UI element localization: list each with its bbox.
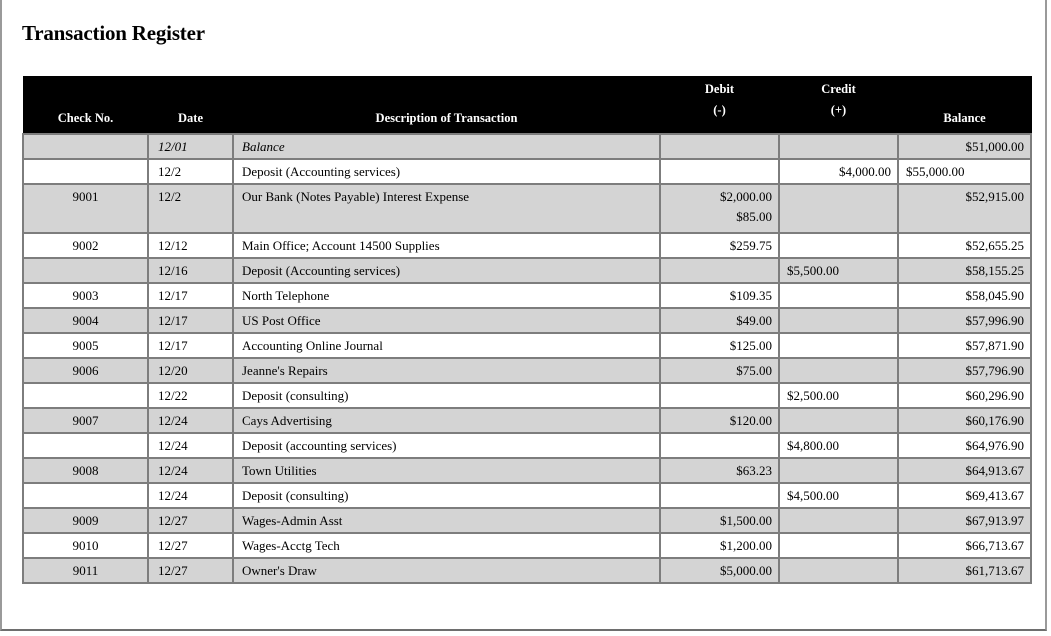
cell-balance: $57,996.90 [898,308,1031,333]
cell-check-no: 9009 [23,508,148,533]
cell-balance: $64,913.67 [898,458,1031,483]
table-row [23,558,1031,583]
cell-balance: $67,913.97 [898,508,1031,533]
cell-debit: $49.00 [660,308,779,333]
cell-credit: $4,800.00 [779,433,898,458]
cell-credit [779,508,898,533]
cell-debit: $5,000.00 [660,558,779,583]
header-credit [779,77,898,135]
cell-balance: $60,296.90 [898,383,1031,408]
cell-credit [779,184,898,233]
cell-balance: $61,713.67 [898,558,1031,583]
cell-balance: $60,176.90 [898,408,1031,433]
table-row [23,258,1031,283]
cell-date: 12/17 [148,283,233,308]
cell-check-no [23,134,148,159]
table-row [23,533,1031,558]
table-row [23,458,1031,483]
cell-date: 12/01 [148,134,233,159]
cell-description: Deposit (Accounting services) [233,159,660,184]
table-row [23,508,1031,533]
cell-credit [779,308,898,333]
cell-check-no [23,433,148,458]
cell-balance: $52,915.00 [898,184,1031,233]
header-credit-label: Credit [821,82,856,96]
cell-description: Balance [233,134,660,159]
cell-description: Deposit (consulting) [233,483,660,508]
cell-check-no: 9007 [23,408,148,433]
cell-date: 12/16 [148,258,233,283]
cell-date: 12/17 [148,333,233,358]
cell-description: Main Office; Account 14500 Supplies [233,233,660,258]
cell-check-no: 9002 [23,233,148,258]
cell-credit [779,233,898,258]
cell-check-no: 9006 [23,358,148,383]
header-date: Date [148,77,233,135]
cell-description: Accounting Online Journal [233,333,660,358]
cell-date: 12/27 [148,533,233,558]
table-row [23,233,1031,258]
cell-credit [779,358,898,383]
cell-credit [779,333,898,358]
cell-debit [660,258,779,283]
cell-debit: $259.75 [660,233,779,258]
cell-balance: $52,655.25 [898,233,1031,258]
cell-check-no: 9005 [23,333,148,358]
cell-description: Town Utilities [233,458,660,483]
cell-credit [779,533,898,558]
cell-debit: $63.23 [660,458,779,483]
table-row [23,333,1031,358]
cell-debit [660,159,779,184]
cell-description: Cays Advertising [233,408,660,433]
page-title: Transaction Register [22,21,205,45]
table-row [23,408,1031,433]
cell-balance: $57,796.90 [898,358,1031,383]
cell-date: 12/24 [148,408,233,433]
cell-check-no: 9001 [23,184,148,233]
cell-check-no: 9004 [23,308,148,333]
cell-check-no [23,383,148,408]
cell-debit [660,383,779,408]
cell-balance: $64,976.90 [898,433,1031,458]
cell-credit [779,283,898,308]
header-credit-sign: (+) [830,103,847,117]
cell-date: 12/24 [148,433,233,458]
cell-description: Deposit (Accounting services) [233,258,660,283]
cell-debit [660,433,779,458]
cell-check-no: 9003 [23,283,148,308]
cell-date: 12/12 [148,233,233,258]
cell-date: 12/24 [148,458,233,483]
cell-check-no: 9008 [23,458,148,483]
cell-description: US Post Office [233,308,660,333]
cell-debit: $1,200.00 [660,533,779,558]
cell-debit: $1,500.00 [660,508,779,533]
cell-description: Deposit (accounting services) [233,433,660,458]
header-check-no: Check No. [23,77,148,135]
cell-check-no [23,159,148,184]
cell-debit [660,184,779,233]
cell-description: Jeanne's Repairs [233,358,660,383]
cell-check-no [23,258,148,283]
cell-balance: $51,000.00 [898,134,1031,159]
cell-debit: $125.00 [660,333,779,358]
header-description: Description of Transaction [233,77,660,135]
cell-credit [779,558,898,583]
cell-debit [660,134,779,159]
cell-credit [779,458,898,483]
cell-debit: $75.00 [660,358,779,383]
header-debit-sign: (-) [713,103,726,117]
header-row [23,77,1031,135]
cell-credit: $5,500.00 [779,258,898,283]
cell-balance: $58,155.25 [898,258,1031,283]
table-row [23,358,1031,383]
cell-debit: $109.35 [660,283,779,308]
cell-debit: $120.00 [660,408,779,433]
cell-date: 12/20 [148,358,233,383]
table-row [23,433,1031,458]
cell-date: 12/2 [148,159,233,184]
cell-debit [660,483,779,508]
cell-date: 12/17 [148,308,233,333]
cell-credit: $2,500.00 [779,383,898,408]
cell-credit [779,408,898,433]
header-debit [660,77,779,135]
cell-date: 12/27 [148,508,233,533]
cell-balance: $58,045.90 [898,283,1031,308]
cell-balance: $69,413.67 [898,483,1031,508]
cell-balance: $66,713.67 [898,533,1031,558]
cell-credit: $4,000.00 [779,159,898,184]
table-row [23,134,1031,159]
header-debit-label: Debit [704,82,735,96]
cell-credit [779,134,898,159]
table-row [23,159,1031,184]
table-row [23,383,1031,408]
cell-date: 12/27 [148,558,233,583]
header-balance: Balance [898,77,1031,135]
cell-debit-principal: $2,000.00 [720,189,772,204]
table-row [23,184,1031,233]
cell-check-no: 9011 [23,558,148,583]
cell-description: Wages-Admin Asst [233,508,660,533]
cell-description: Wages-Acctg Tech [233,533,660,558]
cell-check-no [23,483,148,508]
cell-description: Owner's Draw [233,558,660,583]
table-row [23,283,1031,308]
cell-date: 12/22 [148,383,233,408]
cell-description: Our Bank (Notes Payable) Interest Expense [233,184,660,233]
cell-description: Deposit (consulting) [233,383,660,408]
cell-check-no: 9010 [23,533,148,558]
cell-debit-interest: $85.00 [736,209,772,224]
cell-balance: $57,871.90 [898,333,1031,358]
table-row [23,308,1031,333]
cell-date: 12/24 [148,483,233,508]
cell-credit: $4,500.00 [779,483,898,508]
cell-description: North Telephone [233,283,660,308]
cell-balance: $55,000.00 [898,159,1031,184]
transaction-register-table [22,76,1032,584]
cell-date: 12/2 [148,184,233,233]
table-row [23,483,1031,508]
